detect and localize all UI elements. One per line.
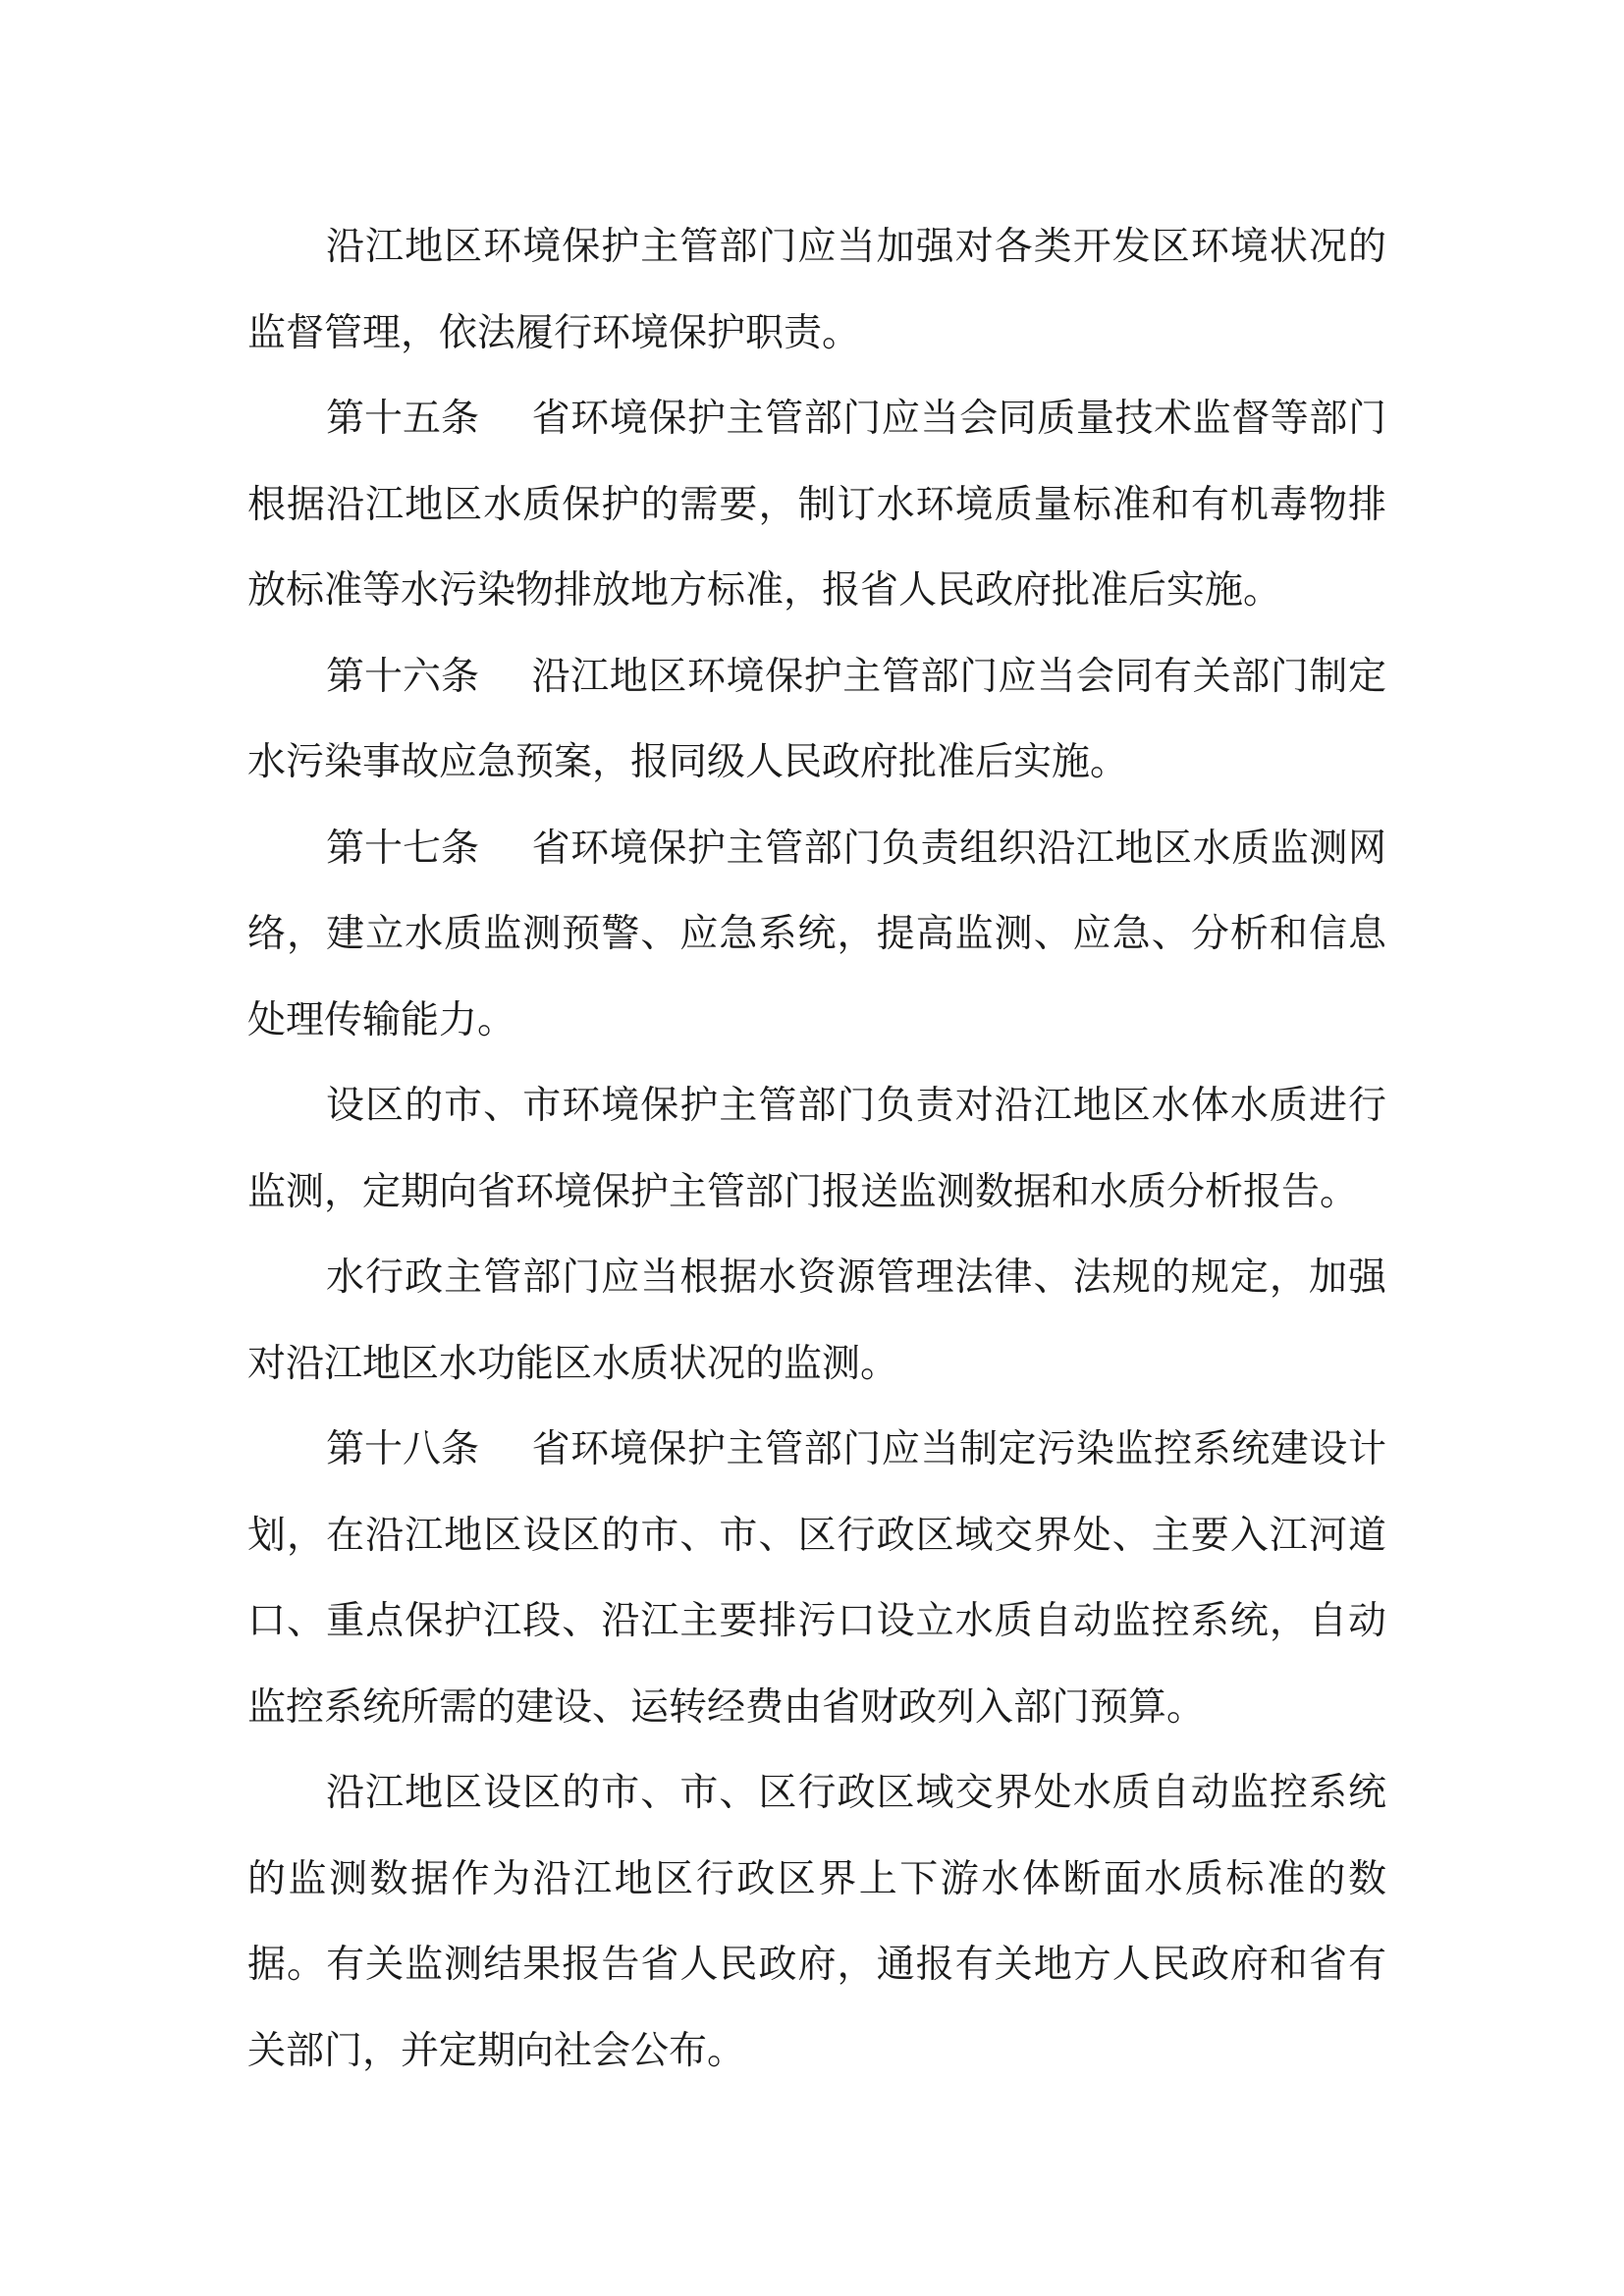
article-number: 第十五条	[326, 397, 480, 441]
paragraph-text: 沿江地区设区的市、市、区行政区域交界处水质自动监控系统的监测数据作为沿江地区行政区界上下游水体断面水质标准的数据。有关监测结果报告省人民政府，通报有关地方人民政府和省有关部门，并定期向社会公布。	[247, 1771, 1386, 2073]
paragraph	[247, 204, 1386, 376]
document-body	[247, 204, 1386, 2094]
article-paragraph	[247, 376, 1386, 634]
article-number: 第十六条	[326, 654, 480, 699]
article-paragraph	[247, 1407, 1386, 1750]
paragraph-text: 设区的市、市环境保护主管部门负责对沿江地区水体水质进行监测，定期向省环境保护主管部门报送监测数据和水质分析报告。	[247, 1084, 1386, 1214]
paragraph	[247, 1235, 1386, 1407]
paragraph-text: 沿江地区环境保护主管部门应当会同有关部门制定水污染事故应急预案，报同级人民政府批准后实施。	[247, 654, 1386, 784]
paragraph-text: 省环境保护主管部门应当制定污染监控系统建设计划，在沿江地区设区的市、市、区行政区域交界处、主要入江河道口、重点保护江段、沿江主要排污口设立水质自动监控系统，自动监控系统所需的建设、运转经费由省财政列入部门预算。	[247, 1427, 1386, 1730]
paragraph	[247, 1063, 1386, 1235]
paragraph-text: 水行政主管部门应当根据水资源管理法律、法规的规定，加强对沿江地区水功能区水质状况的监测。	[247, 1255, 1386, 1386]
article-paragraph	[247, 806, 1386, 1064]
paragraph-text: 沿江地区环境保护主管部门应当加强对各类开发区环境状况的监督管理，依法履行环境保护职责。	[247, 225, 1386, 355]
article-paragraph	[247, 634, 1386, 806]
paragraph	[247, 1750, 1386, 2094]
article-number: 第十八条	[326, 1427, 480, 1471]
paragraph-text: 省环境保护主管部门应当会同质量技术监督等部门根据沿江地区水质保护的需要，制订水环境质量标准和有机毒物排放标准等水污染物排放地方标准，报省人民政府批准后实施。	[247, 397, 1386, 613]
article-number: 第十七条	[326, 826, 480, 871]
paragraph-text: 省环境保护主管部门负责组织沿江地区水质监测网络，建立水质监测预警、应急系统，提高监测、应急、分析和信息处理传输能力。	[247, 826, 1386, 1042]
